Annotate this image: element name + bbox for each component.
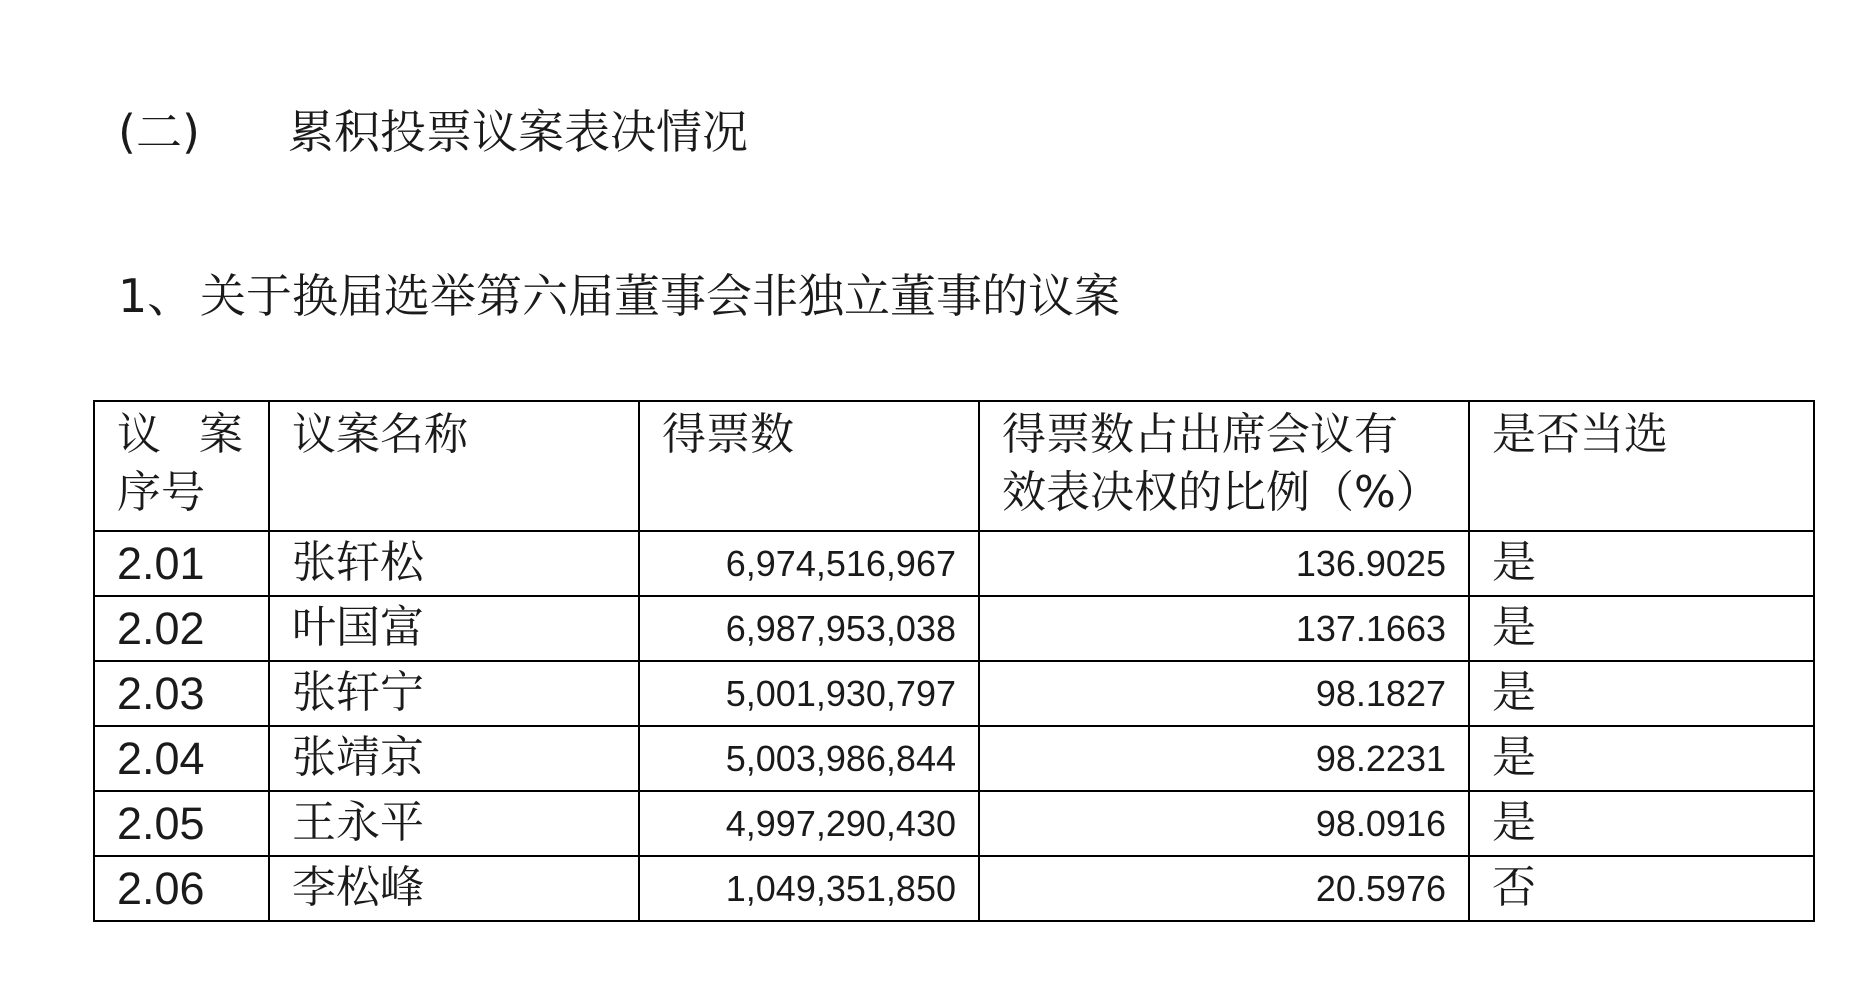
cell-votes: 6,974,516,967 [639,531,979,596]
cell-votes: 5,001,930,797 [639,661,979,726]
cell-vote-ratio: 98.1827 [979,661,1469,726]
header-proposal-name: 议案名称 [269,401,639,531]
cell-candidate-name: 叶国富 [269,596,639,661]
section-title: 累积投票议案表决情况 [288,105,748,159]
cell-vote-ratio: 136.9025 [979,531,1469,596]
section-number: (二) [118,105,200,159]
cell-vote-ratio: 98.0916 [979,791,1469,856]
vote-results-table [93,400,1815,922]
cell-proposal-id: 2.01 [94,531,269,596]
cell-candidate-name: 张轩松 [269,531,639,596]
table-row [94,791,1814,856]
cell-elected: 是 [1469,791,1814,856]
subsection-title: 关于换届选举第六届董事会非独立董事的议案 [200,269,1120,323]
table-header-row [94,401,1814,531]
cell-proposal-id: 2.02 [94,596,269,661]
cell-candidate-name: 张靖京 [269,726,639,791]
header-elected: 是否当选 [1469,401,1814,531]
cell-elected: 是 [1469,661,1814,726]
cell-candidate-name: 王永平 [269,791,639,856]
cell-vote-ratio: 137.1663 [979,596,1469,661]
cell-candidate-name: 张轩宁 [269,661,639,726]
table-row [94,596,1814,661]
cell-proposal-id: 2.05 [94,791,269,856]
table-row [94,531,1814,596]
cell-proposal-id: 2.06 [94,856,269,921]
header-vote-ratio-line1: 得票数占出席会议有 [1002,409,1398,460]
cell-votes: 1,049,351,850 [639,856,979,921]
cell-elected: 是 [1469,726,1814,791]
cell-elected: 是 [1469,596,1814,661]
table-row [94,661,1814,726]
header-proposal-id [94,401,269,531]
header-proposal-id-line2: 序号 [117,467,205,518]
cell-votes: 4,997,290,430 [639,791,979,856]
header-vote-ratio-line2: 效表决权的比例（%） [1002,467,1440,518]
header-proposal-id-line1: 议 案 [117,409,243,460]
subsection-number: 1、 [118,269,194,323]
table-row [94,726,1814,791]
table-row [94,856,1814,921]
cell-votes: 5,003,986,844 [639,726,979,791]
subsection-heading [118,268,1120,324]
header-votes: 得票数 [639,401,979,531]
cell-proposal-id: 2.03 [94,661,269,726]
cell-elected: 是 [1469,531,1814,596]
cell-vote-ratio: 98.2231 [979,726,1469,791]
cell-votes: 6,987,953,038 [639,596,979,661]
cell-candidate-name: 李松峰 [269,856,639,921]
cell-elected: 否 [1469,856,1814,921]
section-heading [118,104,748,160]
cell-proposal-id: 2.04 [94,726,269,791]
cell-vote-ratio: 20.5976 [979,856,1469,921]
header-vote-ratio [979,401,1469,531]
